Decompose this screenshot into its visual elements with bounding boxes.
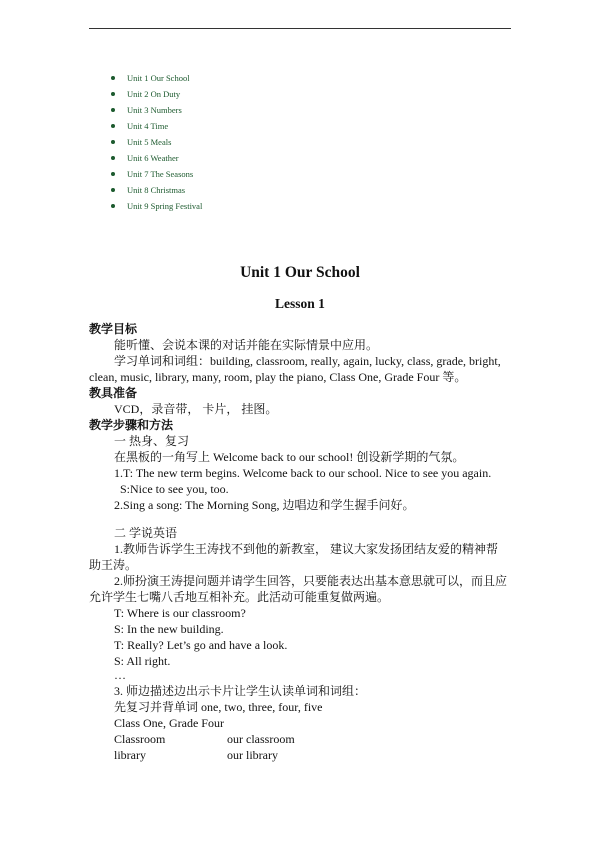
dialogue-line: S: All right.: [114, 654, 171, 668]
paragraph-line: 1.T: The new term begins. Welcome back to our school. Nice to see you again.: [114, 466, 492, 480]
bullet-icon: [111, 140, 115, 144]
paragraph-line: 允许学生七嘴八舌地互相补充。此活动可能重复做两遍。: [89, 590, 390, 604]
unit-link[interactable]: Unit 2 On Duty: [127, 89, 181, 99]
unit-title: Unit 1 Our School: [240, 264, 360, 281]
section-heading: 教具准备: [89, 386, 138, 400]
ellipsis-line: …: [114, 668, 126, 682]
unit-link[interactable]: Unit 4 Time: [127, 121, 169, 131]
paragraph-line: 助王涛。: [89, 558, 138, 572]
unit-link[interactable]: Unit 7 The Seasons: [127, 169, 194, 179]
unit-link[interactable]: Unit 5 Meals: [127, 137, 172, 147]
subsection-title: 3. 师边描述边出示卡片让学生认读单词和词组：: [114, 684, 367, 698]
dialogue-line: T: Really? Let’s go and have a look.: [114, 638, 288, 652]
paragraph-line: 在黑板的一角写上 Welcome back to our school! 创设新学期的气氛。: [114, 450, 465, 464]
vocab-word: Classroom: [114, 732, 166, 746]
unit-link[interactable]: Unit 3 Numbers: [127, 105, 182, 115]
vocab-phrase: our library: [227, 748, 278, 762]
paragraph-line: S:Nice to see you, too.: [120, 482, 229, 496]
bullet-icon: [111, 124, 115, 128]
subsection-title: 二 学说英语: [114, 526, 178, 540]
paragraph-line: 2.师扮演王涛提问题并请学生回答，只要能表达出基本意思就可以，而且应: [114, 574, 508, 588]
paragraph-line: 先复习并背单词 one, two, three, four, five: [114, 700, 323, 714]
unit-link[interactable]: Unit 6 Weather: [127, 153, 179, 163]
paragraph-line: VCD，录音带， 卡片， 挂图。: [114, 402, 278, 416]
dialogue-line: T: Where is our classroom?: [114, 606, 246, 620]
unit-link[interactable]: Unit 8 Christmas: [127, 185, 186, 195]
bullet-icon: [111, 92, 115, 96]
paragraph-line: 能听懂、会说本课的对话并能在实际情景中应用。: [114, 338, 379, 352]
subsection-title: 一 热身、复习: [114, 434, 190, 448]
header-rule: [89, 28, 511, 29]
bullet-icon: [111, 108, 115, 112]
section-heading: 教学步骤和方法: [89, 418, 174, 432]
bullet-icon: [111, 156, 115, 160]
paragraph-line: clean, music, library, many, room, play the piano, Class One, Grade Four 等。: [89, 370, 467, 384]
bullet-icon: [111, 76, 115, 80]
dialogue-line: S: In the new building.: [114, 622, 224, 636]
bullet-icon: [111, 188, 115, 192]
section-heading: 教学目标: [89, 322, 138, 336]
vocab-phrase: our classroom: [227, 732, 295, 746]
unit-link[interactable]: Unit 9 Spring Festival: [127, 201, 203, 211]
lesson-title: Lesson 1: [275, 296, 325, 311]
paragraph-line: 2.Sing a song: The Morning Song, 边唱边和学生握手问好。: [114, 498, 415, 512]
unit-link[interactable]: Unit 1 Our School: [127, 73, 190, 83]
bullet-icon: [111, 172, 115, 176]
paragraph-line: 1.教师告诉学生王涛找不到他的新教室， 建议大家发扬团结友爱的精神帮: [114, 542, 499, 556]
vocab-word: library: [114, 748, 146, 762]
paragraph-line: Class One, Grade Four: [114, 716, 224, 730]
paragraph-line: 学习单词和词组：building, classroom, really, again, lucky, class, grade, bright,: [114, 354, 501, 368]
bullet-icon: [111, 204, 115, 208]
